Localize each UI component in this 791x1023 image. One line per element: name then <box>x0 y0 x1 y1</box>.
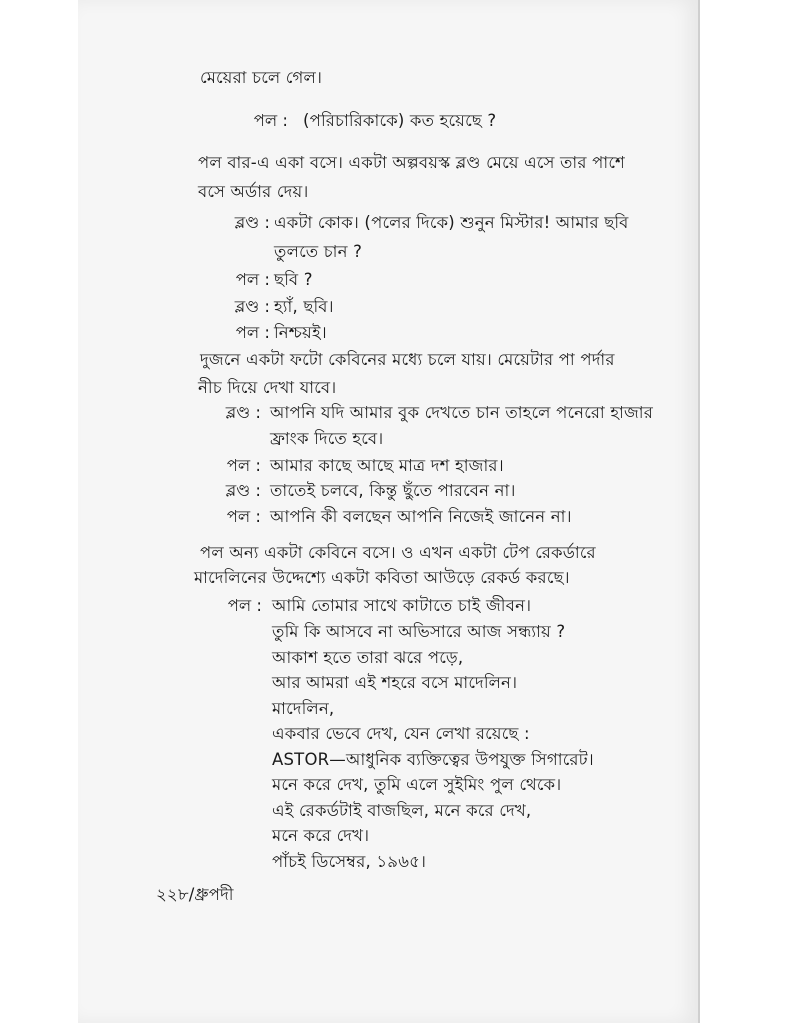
dialogue-line: তাতেই চলবে, কিন্তু ছুঁতে পারবেন না। <box>270 481 516 500</box>
dialogue-line: হ্যাঁ, ছবি। <box>274 297 334 316</box>
speaker-blonde: ব্লণ্ড : <box>225 403 261 422</box>
speaker-paul: পল : <box>235 323 270 342</box>
poem-line: একবার ভেবে দেখ, যেন লেখা রয়েছে : <box>272 724 530 743</box>
dialogue-line: আপনি যদি আমার বুক দেখতে চান তাহলে পনেরো হাজার <box>270 403 654 422</box>
page-footer: ২২৮/ধ্রুপদী <box>156 885 234 904</box>
speaker-paul: পল : <box>227 596 262 615</box>
dialogue-line: আমার কাছে আছে মাত্র দশ হাজার। <box>270 456 504 475</box>
poem-line: তুমি কি আসবে না অভিসারে আজ সন্ধ্যায় ? <box>272 622 566 641</box>
dialogue-line-cont: ফ্রাংক দিতে হবে। <box>270 429 384 448</box>
speaker-paul: পল : <box>226 507 261 526</box>
dialogue-line: (পরিচারিকাকে) কত হয়েছে ? <box>303 111 497 130</box>
book-page <box>78 0 700 1023</box>
stage-direction-3: দুজনে একটা ফটো কেবিনের মধ্যে চলে যায়। মেয়েটার পা পর্দার <box>200 350 615 369</box>
poem-line: মনে করে দেখ। <box>272 826 370 845</box>
dialogue-line: নিশ্চয়ই। <box>274 323 327 342</box>
speaker-blonde: ব্লণ্ড : <box>225 481 261 500</box>
speaker-blonde: ব্লণ্ড : <box>234 297 270 316</box>
dialogue-line: আপনি কী বলছেন আপনি নিজেই জানেন না। <box>270 507 572 526</box>
speaker-paul: পল : <box>226 456 261 475</box>
speaker-blonde: ব্লণ্ড : <box>234 213 270 232</box>
poem-line: আমি তোমার সাথে কাটাতে চাই জীবন। <box>272 596 532 615</box>
dialogue-line-cont: তুলতে চান ? <box>274 242 363 261</box>
poem-line: মনে করে দেখ, তুমি এলে সুইমিং পুল থেকে। <box>272 775 562 794</box>
stage-direction-4-cont: মাদেলিনের উদ্দেশ্যে একটা কবিতা আউড়ে রেকর্ড করছে। <box>194 568 570 587</box>
speaker-paul: পল : <box>253 111 288 130</box>
poem-line: আকাশ হতে তারা ঝরে পড়ে, <box>272 648 464 667</box>
speaker-paul: পল : <box>235 270 270 289</box>
stage-direction-4: পল অন্য একটা কেবিনে বসে। ও এখন একটা টেপ রেকর্ডারে <box>200 543 596 562</box>
poem-line: আর আমরা এই শহরে বসে মাদেলিন। <box>272 673 518 692</box>
poem-line: এই রেকর্ডটাই বাজছিল, মনে করে দেখ, <box>272 801 532 820</box>
stage-direction-2-cont: বসে অর্ডার দেয়। <box>198 182 309 201</box>
poem-line: পাঁচই ডিসেম্বর, ১৯৬৫। <box>272 852 427 871</box>
dialogue-line: একটা কোক। (পলের দিকে) শুনুন মিস্টার! আমার ছবি <box>274 213 629 232</box>
stage-direction-2: পল বার-এ একা বসে। একটা অল্পবয়স্ক ব্লণ্ড মেয়ে এসে তার পাশে <box>198 153 625 172</box>
stage-direction-1: মেয়েরা চলে গেল। <box>200 68 323 87</box>
poem-line: মাদেলিন, <box>272 699 335 718</box>
poem-line: ASTOR—আধুনিক ব্যক্তিত্বের উপযুক্ত সিগারেট। <box>272 750 594 769</box>
stage-direction-3-cont: নীচ দিয়ে দেখা যাবে। <box>198 378 337 397</box>
dialogue-line: ছবি ? <box>274 270 313 289</box>
